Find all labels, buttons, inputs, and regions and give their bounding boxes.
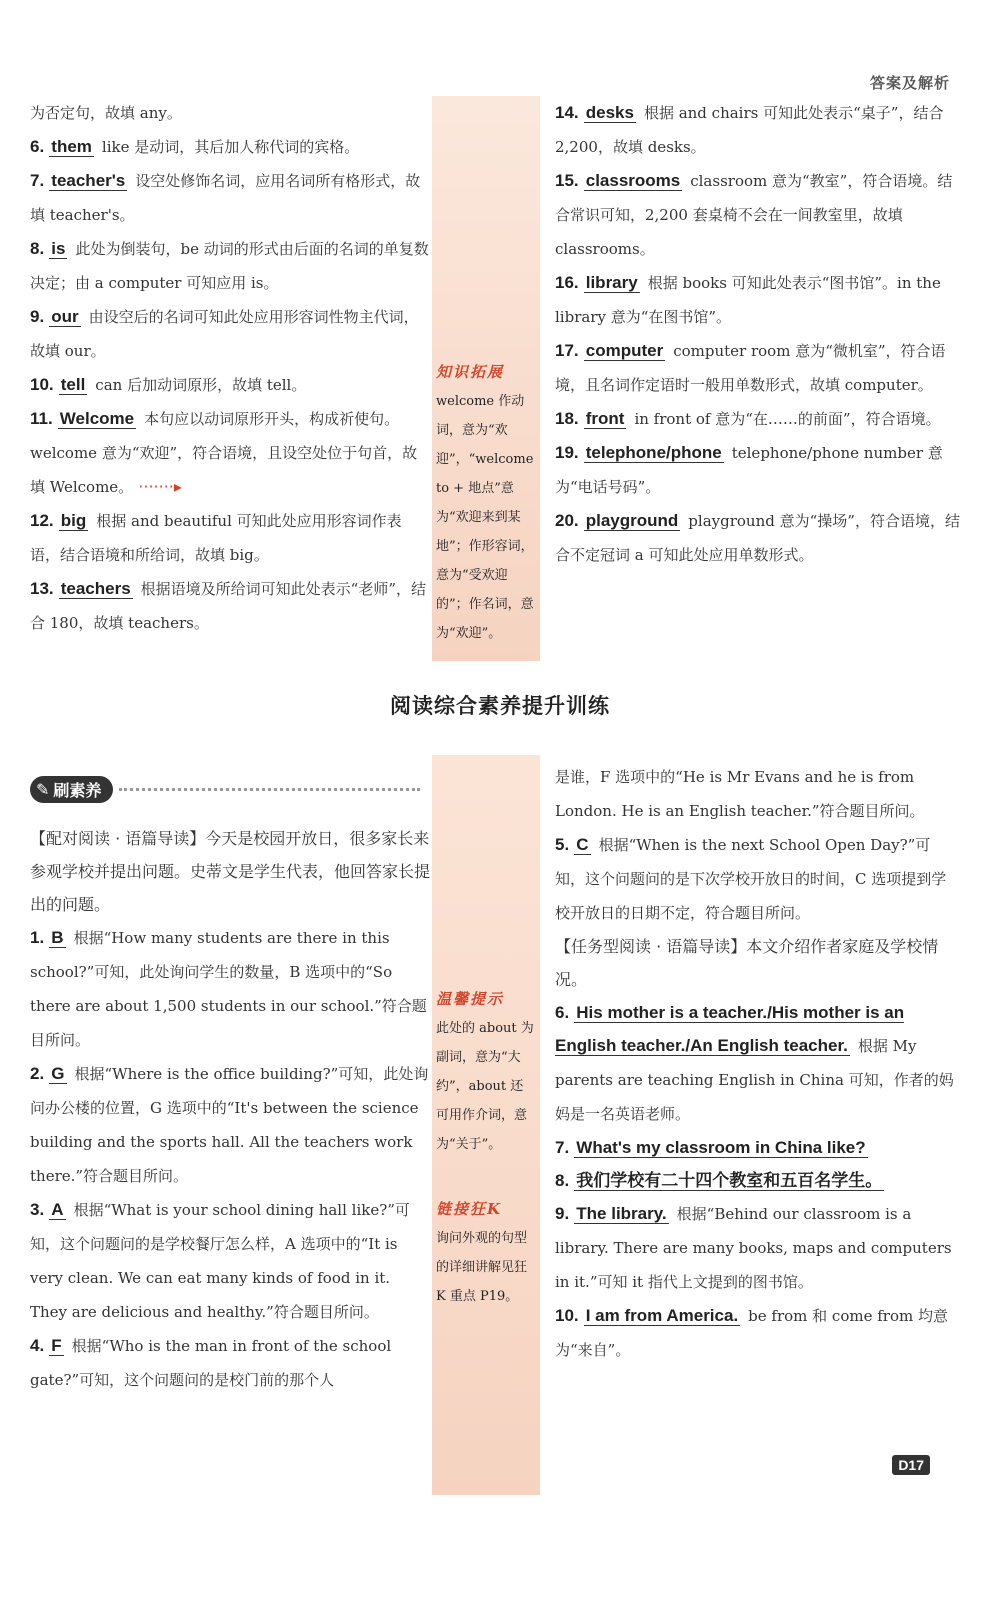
page-header: 答案及解析 xyxy=(869,74,950,92)
list-item: 18. front in front of 意为“在……的前面”，符合语境。 xyxy=(555,409,941,428)
answers-left-bottom xyxy=(30,822,430,1397)
list-item: 4. F 根据“Who is the man in front of the school gate?”可知，这个问题问的是校门前的那个人 xyxy=(30,1336,392,1389)
list-item: 17. computer computer room 意为“微机室”，符合语境，且名词作定语时一般用单数形式，故填 computer。 xyxy=(555,341,946,394)
list-item: 11. Welcome 本句应以动词原形开头，构成祈使句。welcome 意为“欢迎”，符合语境，且设空处位于句首，故填 Welcome。 ·······▸ xyxy=(30,409,418,496)
divider xyxy=(119,788,420,791)
list-item: 是谁，F 选项中的“He is Mr Evans and he is from London. He is an English teacher.”符合题目所问。 xyxy=(555,768,925,820)
answers-right-top xyxy=(555,96,960,572)
side-note-link xyxy=(436,1195,536,1311)
list-item: 7. What's my classroom in China like? xyxy=(555,1138,866,1157)
list-item: 6. His mother is a teacher./His mother is an English teacher./An English teacher. 根据 My parents are teaching English in China 可知，作者的妈妈是一名英语老师。 xyxy=(555,1003,954,1123)
side-note-title: 温馨提示 xyxy=(436,990,505,1008)
reading-intro: 【任务型阅读 · 语篇导读】本文介绍作者家庭及学校情况。 xyxy=(555,937,939,989)
list-item: 19. telephone/phone telephone/phone number 意为“电话号码”。 xyxy=(555,443,943,496)
list-item: 15. classrooms classroom 意为“教室”，符合语境。结合常识可知，2,200 套桌椅不会在一间教室里，故填 classrooms。 xyxy=(555,171,953,258)
list-item: 9. our 由设空后的名词可知此处应用形容词性物主代词，故填 our。 xyxy=(30,307,419,360)
side-note-text: welcome 作动词，意为“欢迎”，“welcome to + 地点”意为“欢迎来到某地”；作形容词，意为“受欢迎的”；作名词，意为“欢迎”。 xyxy=(436,394,534,641)
answers-right-bottom xyxy=(555,760,960,1367)
list-item: 12. big 根据 and beautiful 可知此处应用形容词作表语，结合语境和所给词，故填 big。 xyxy=(30,511,402,564)
side-note-title: 知识拓展 xyxy=(436,363,505,381)
list-item: 5. C 根据“When is the next School Open Day?”可知，这个问题问的是下次学校开放日的时间，C 选项提到学校开放日的日期不定，符合题目所问。 xyxy=(555,835,947,922)
list-item: 8. 我们学校有二十四个教室和五百名学生。 xyxy=(555,1171,883,1190)
pointer-icon: ·······▸ xyxy=(138,477,182,496)
list-item: 6. them like 是动词，其后加人称代词的宾格。 xyxy=(30,137,360,156)
pencil-icon: ✎ xyxy=(36,779,50,799)
side-note-tip xyxy=(436,985,536,1159)
list-item: 1. B 根据“How many students are there in this school?”可知，此处询问学生的数量，B 选项中的“So there are about 1,500 students in our school.”符合题目所问。 xyxy=(30,928,427,1049)
list-item: 3. A 根据“What is your school dining hall like?”可知，这个问题问的是学校餐厅怎么样，A 选项中的“It is very clean. We can eat many kinds of food in it. They are delicious and healthy.”符合题目所问。 xyxy=(30,1200,410,1321)
list-item: 8. is 此处为倒装句，be 动词的形式由后面的名词的单复数决定；由 a computer 可知应用 is。 xyxy=(30,239,429,292)
list-item: 2. G 根据“Where is the office building?”可知，此处询问办公楼的位置，G 选项中的“It's between the science building and the sports hall. All the teachers work there.”符合题目所问。 xyxy=(30,1064,429,1185)
list-item: 为否定句，故填 any。 xyxy=(30,104,182,122)
badge-label: 刷素养 xyxy=(53,780,102,800)
answers-left-top xyxy=(30,96,430,640)
list-item: 10. tell can 后加动词原形，故填 tell。 xyxy=(30,375,307,394)
side-note-title: 链接狂K xyxy=(436,1200,503,1218)
list-item: 7. teacher's 设空处修饰名词，应用名词所有格形式，故填 teacher's。 xyxy=(30,171,421,224)
list-item: 13. teachers 根据语境及所给词可知此处表示“老师”，结合 180，故填 teachers。 xyxy=(30,579,427,632)
section-title: 阅读综合素养提升训练 xyxy=(390,694,610,718)
badge xyxy=(30,776,113,803)
page-number: D17 xyxy=(892,1455,930,1475)
side-note-text: 此处的 about 为副词，意为“大约”，about 还可用作介词，意为“关于”。 xyxy=(436,1021,534,1152)
side-note-knowledge xyxy=(436,358,536,648)
list-item: 16. library 根据 books 可知此处表示“图书馆”。in the library 意为“在图书馆”。 xyxy=(555,273,941,326)
badge-row xyxy=(30,772,420,806)
list-item: 10. I am from America. be from 和 come from 均意为“来自”。 xyxy=(555,1306,948,1359)
list-item: 14. desks 根据 and chairs 可知此处表示“桌子”，结合2,200，故填 desks。 xyxy=(555,103,944,156)
reading-intro: 【配对阅读 · 语篇导读】今天是校园开放日，很多家长来参观学校并提出问题。史蒂文是学生代表，他回答家长提出的问题。 xyxy=(30,829,431,914)
list-item: 9. The library. 根据“Behind our classroom is a library. There are many books, maps and computers in it.”可知 it 指代上文提到的图书馆。 xyxy=(555,1204,952,1291)
list-item: 20. playground playground 意为“操场”，符合语境，结合不定冠词 a 可知此处应用单数形式。 xyxy=(555,511,960,564)
side-note-text: 询问外观的句型的详细讲解见狂 K 重点 P19。 xyxy=(436,1231,528,1304)
